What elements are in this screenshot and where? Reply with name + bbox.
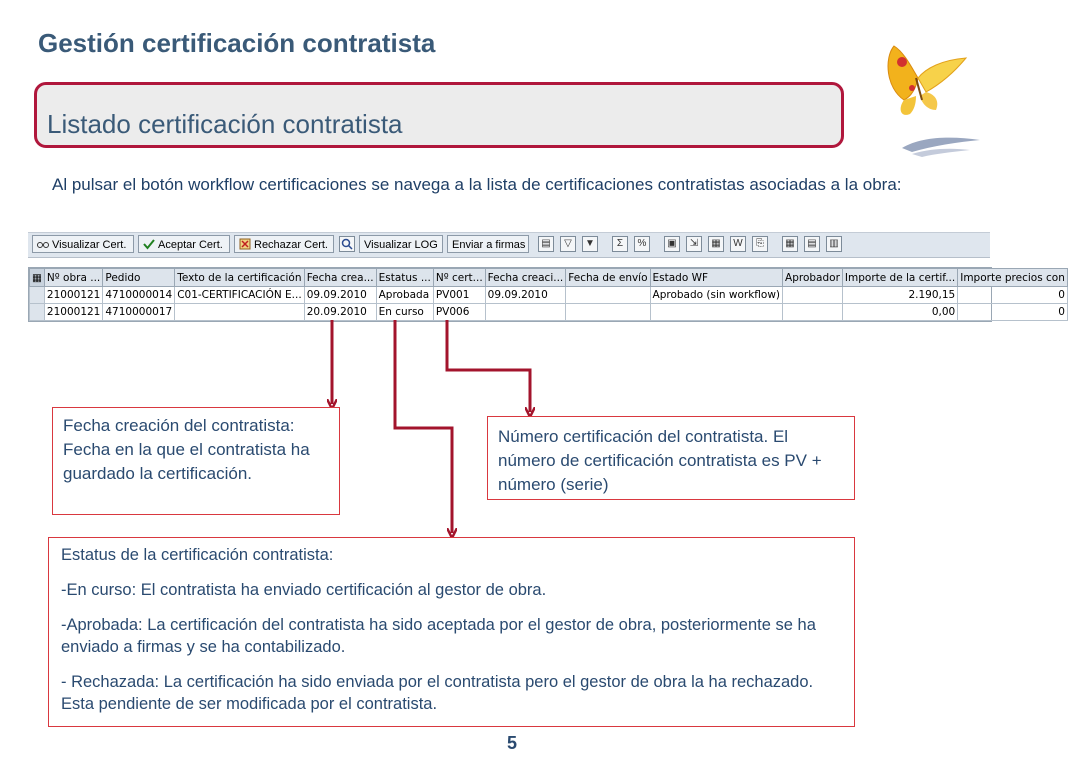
table-cell[interactable]: C01-CERTIFICACIÓN E... xyxy=(175,287,305,304)
table-cell[interactable]: En curso xyxy=(376,304,433,321)
details-icon[interactable]: ▣ xyxy=(664,236,680,252)
word-icon[interactable]: W xyxy=(730,236,746,252)
filter-set-icon[interactable]: ▼ xyxy=(582,236,598,252)
column-header[interactable]: Estatus ... xyxy=(376,269,433,287)
column-header[interactable]: Estado WF xyxy=(650,269,783,287)
table-cell[interactable]: 0 xyxy=(958,287,1068,304)
callout-estatus-item: - Rechazada: La certificación ha sido enviada por el contratista pero el gestor de obra la ha rechazado. Esta pendiente de ser modificada por el contratista. xyxy=(61,673,814,713)
sum-icon[interactable]: Σ xyxy=(612,236,628,252)
column-header[interactable]: Fecha de envío xyxy=(566,269,650,287)
callout-estatus-title: Estatus de la certificación contratista: xyxy=(61,546,334,564)
page-title: Gestión certificación contratista xyxy=(38,28,436,58)
table-cell[interactable]: PV001 xyxy=(433,287,485,304)
callout-fecha-text: Fecha creación del contratista: Fecha en la que el contratista ha guardado la certificación. xyxy=(63,416,310,483)
enviar-a-firmas-label: Enviar a firmas xyxy=(452,239,526,251)
callout-numero-text: Número certificación del contratista. El número de certificación contratista es PV + número (serie) xyxy=(498,427,822,494)
subtotal-icon[interactable]: % xyxy=(634,236,650,252)
table-cell[interactable]: PV006 xyxy=(433,304,485,321)
filter-icon[interactable]: ▽ xyxy=(560,236,576,252)
table-cell[interactable]: Aprobado (sin workflow) xyxy=(650,287,783,304)
visualizar-cert-label: Visualizar Cert. xyxy=(52,239,127,251)
callout-estatus-item: -En curso: El contratista ha enviado certificación al gestor de obra. xyxy=(61,581,547,599)
column-header[interactable]: Fecha crea... xyxy=(304,269,376,287)
table-cell[interactable]: 4710000014 xyxy=(103,287,175,304)
table-cell[interactable]: 0,00 xyxy=(842,304,957,321)
print-icon[interactable]: ▤ xyxy=(538,236,554,252)
table-cell[interactable]: 0 xyxy=(958,304,1068,321)
table-cell[interactable]: 21000121 xyxy=(44,287,102,304)
callout-estatus-item: -Aprobada: La certificación del contratista ha sido aceptada por el gestor de obra, posteriormente se ha enviado a firmas y se ha contabilizado. xyxy=(61,616,816,656)
column-header[interactable]: Aprobador xyxy=(783,269,843,287)
column-header[interactable]: Importe precios con xyxy=(958,269,1068,287)
table-cell[interactable]: 20.09.2010 xyxy=(304,304,376,321)
local-file-icon[interactable]: ⎘ xyxy=(752,236,768,252)
column-header[interactable]: Nº obra ... xyxy=(44,269,102,287)
save-layout-icon[interactable]: ▥ xyxy=(826,236,842,252)
column-header[interactable]: Fecha creaci... xyxy=(485,269,566,287)
table-cell[interactable]: 21000121 xyxy=(44,304,102,321)
visualizar-log-label: Visualizar LOG xyxy=(364,239,438,251)
export-icon[interactable]: ⇲ xyxy=(686,236,702,252)
select-all-icon[interactable]: ▦ xyxy=(30,269,45,287)
rechazar-cert-label: Rechazar Cert. xyxy=(254,239,328,251)
intro-text: Al pulsar el botón workflow certificaciones se navega a la lista de certificaciones contratistas asociadas a la obra: xyxy=(52,175,902,194)
spreadsheet-icon[interactable]: ▦ xyxy=(708,236,724,252)
section-title: Listado certificación contratista xyxy=(47,109,403,139)
column-header[interactable]: Nº cert... xyxy=(433,269,485,287)
choose-layout-icon[interactable]: ▤ xyxy=(804,236,820,252)
column-header[interactable]: Pedido xyxy=(103,269,175,287)
aceptar-cert-label: Aceptar Cert. xyxy=(158,239,223,251)
table-cell[interactable]: 09.09.2010 xyxy=(304,287,376,304)
table-cell[interactable]: 4710000017 xyxy=(103,304,175,321)
column-header[interactable]: Importe de la certif... xyxy=(842,269,957,287)
layout-icon[interactable]: ▦ xyxy=(782,236,798,252)
callout-numero-certificacion xyxy=(487,416,855,500)
column-header[interactable]: Texto de la certificación xyxy=(175,269,305,287)
table-cell[interactable]: 09.09.2010 xyxy=(485,287,566,304)
arrow-estatus xyxy=(395,320,452,533)
table-cell[interactable]: Aprobada xyxy=(376,287,433,304)
callout-fecha-creacion xyxy=(52,407,340,515)
arrow-numero xyxy=(447,320,530,412)
callout-estatus xyxy=(48,537,855,727)
page-number: 5 xyxy=(506,733,517,753)
table-cell[interactable]: 2.190,15 xyxy=(842,287,957,304)
